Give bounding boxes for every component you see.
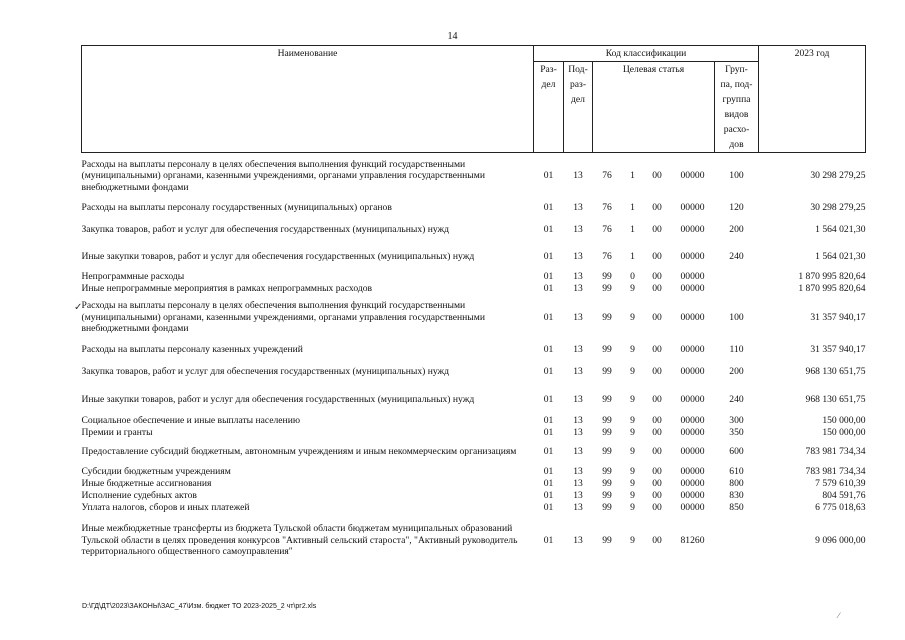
row-expense-group: 100 [729, 311, 744, 323]
row-target-subprogram: 9 [630, 465, 635, 477]
table-row [82, 271, 866, 283]
row-subsection: 13 [573, 201, 583, 213]
row-subsection: 13 [573, 311, 583, 323]
header-target-article: Целевая статья [593, 62, 715, 153]
table-row [82, 283, 866, 295]
row-name: Расходы на выплаты персоналу в целях обеспечения выполнения функций государственными (муниципальными) органами, казенными учреждениями, органами управления государственными внебюджетными фондами [81, 158, 485, 193]
row-target-program: 99 [602, 477, 612, 489]
row-target-event: 00 [652, 446, 662, 458]
row-expense-group: 350 [729, 426, 744, 438]
row-subsection: 13 [573, 343, 583, 355]
row-subsection: 13 [573, 393, 583, 405]
row-subsection: 13 [573, 446, 583, 458]
row-target-subprogram: 9 [630, 414, 635, 426]
row-name: Расходы на выплаты персоналу в целях обеспечения выполнения функций государственными (муниципальными) органами, казенными учреждениями, органами управления государственными внебюджетными фондами [81, 300, 485, 335]
row-section: 01 [543, 365, 554, 377]
row-target-subprogram: 9 [630, 311, 635, 323]
row-amount: 968 130 651,75 [805, 365, 866, 377]
row-target-subprogram: 9 [630, 477, 635, 489]
table-row [82, 199, 866, 217]
row-name: Премии и гранты [81, 426, 153, 438]
row-section: 01 [543, 502, 554, 514]
row-section: 01 [543, 282, 554, 294]
row-name: Иные бюджетные ассигнования [81, 477, 212, 489]
row-subsection: 13 [573, 465, 583, 477]
file-path-footer: D:\ГД\ДТ\2023\ЗАКОНЫ\ЗАС_47\Изм. бюджет ТО 2023-2025_2 чт\рг2.xls [82, 603, 317, 610]
row-name: Расходы на выплаты персоналу казенных учреждений [81, 343, 303, 355]
row-expense-group: 200 [729, 365, 744, 377]
row-target-event: 00 [652, 489, 662, 501]
header-section-line: Раз- [540, 64, 557, 75]
table-row [82, 490, 866, 502]
row-target-direction: 00000 [680, 250, 705, 262]
row-expense-group [715, 515, 759, 567]
row-target-program: 76 [602, 223, 612, 235]
row-expense-group [715, 271, 759, 283]
row-target-direction: 00000 [680, 282, 705, 294]
table-row [82, 341, 866, 359]
budget-rows [82, 153, 866, 567]
row-target-event: 00 [652, 414, 662, 426]
row-subsection: 13 [573, 170, 583, 181]
row-amount: 9 096 000,00 [815, 534, 866, 546]
row-section: 01 [543, 465, 554, 477]
check-mark-icon: ✓ [74, 302, 83, 313]
row-subsection: 13 [573, 365, 583, 377]
row-amount: 1 870 995 820,64 [798, 270, 866, 282]
row-target-program: 76 [602, 170, 612, 181]
row-subsection: 13 [573, 534, 583, 546]
row-target-direction: 00000 [680, 170, 705, 181]
table-row [82, 359, 866, 385]
row-amount: 783 981 734,34 [805, 465, 866, 477]
row-target-program: 99 [602, 534, 612, 546]
row-amount: 31 357 940,17 [810, 311, 866, 323]
row-amount: 968 130 651,75 [805, 393, 866, 405]
row-name: Предоставление субсидий бюджетным, автономным учреждениям и иным некоммерческим организациям [81, 446, 517, 458]
row-target-program: 99 [602, 343, 612, 355]
header-group-line: дов [729, 139, 744, 150]
header-name: Наименование [82, 46, 534, 153]
row-amount: 6 775 018,63 [815, 502, 866, 514]
row-expense-group: 830 [729, 489, 744, 501]
row-target-program: 99 [602, 465, 612, 477]
row-target-program: 99 [602, 489, 612, 501]
row-target-event: 00 [652, 250, 662, 262]
row-target-event: 00 [652, 365, 662, 377]
row-target-program: 99 [602, 414, 612, 426]
page-number: 14 [447, 31, 458, 42]
row-target-direction: 00000 [680, 365, 705, 377]
row-section: 01 [543, 311, 554, 323]
row-name: Иные закупки товаров, работ и услуг для обеспечения государственных (муниципальных) нужд [81, 250, 475, 262]
row-target-direction: 00000 [680, 311, 705, 323]
row-target-event: 00 [652, 201, 662, 213]
row-amount: 804 591,76 [822, 489, 866, 501]
row-target-program: 76 [602, 201, 612, 213]
header-year: 2023 год [759, 46, 866, 153]
row-section: 01 [543, 477, 554, 489]
row-target-direction: 00000 [680, 502, 705, 514]
row-section: 01 [543, 534, 554, 546]
row-target-program: 99 [602, 270, 612, 282]
row-target-direction: 00000 [680, 393, 705, 405]
row-target-event: 00 [652, 343, 662, 355]
row-expense-group: 610 [729, 465, 744, 477]
header-subsection-line: раз- [569, 79, 587, 90]
row-name: Расходы на выплаты персоналу государственных (муниципальных) органов [81, 201, 392, 213]
header-group-line: па, под- [720, 79, 753, 90]
row-section: 01 [543, 170, 554, 181]
row-target-program: 99 [602, 282, 612, 294]
row-target-direction: 00000 [680, 465, 705, 477]
header-section [534, 62, 564, 153]
table-row [82, 153, 866, 199]
row-target-subprogram: 9 [630, 426, 635, 438]
row-section: 01 [543, 489, 554, 501]
row-amount: 150 000,00 [822, 414, 866, 426]
row-amount: 150 000,00 [822, 426, 866, 438]
row-target-subprogram: 1 [630, 201, 635, 213]
row-expense-group: 800 [729, 477, 744, 489]
row-name: Иные закупки товаров, работ и услуг для обеспечения государственных (муниципальных) нужд [81, 393, 475, 405]
row-target-event: 00 [652, 170, 662, 181]
row-target-event: 00 [652, 502, 662, 514]
row-expense-group: 850 [729, 502, 744, 514]
header-group-line: расхо- [723, 124, 750, 135]
row-target-program: 99 [602, 365, 612, 377]
row-target-subprogram: 9 [630, 282, 635, 294]
table-row [82, 427, 866, 439]
row-target-direction: 00000 [680, 477, 705, 489]
row-expense-group: 100 [729, 170, 744, 181]
row-section: 01 [543, 270, 554, 282]
row-subsection: 13 [573, 502, 583, 514]
row-name: Иные непрограммные мероприятия в рамках непрограммных расходов [81, 282, 373, 294]
row-target-event: 00 [652, 477, 662, 489]
row-section: 01 [543, 250, 554, 262]
row-section: 01 [543, 223, 554, 235]
table-row [82, 502, 866, 515]
row-target-direction: 00000 [680, 343, 705, 355]
row-target-event: 00 [652, 282, 662, 294]
row-amount: 31 357 940,17 [810, 343, 866, 355]
row-subsection: 13 [573, 282, 583, 294]
row-target-event: 00 [652, 426, 662, 438]
table-row [82, 439, 866, 466]
row-target-event: 00 [652, 223, 662, 235]
row-target-subprogram: 9 [630, 489, 635, 501]
header-classification: Код классификации [534, 46, 759, 62]
row-section: 01 [543, 343, 554, 355]
header-subsection-line: Под- [568, 64, 588, 75]
row-section: 01 [543, 393, 554, 405]
row-target-direction: 00000 [680, 446, 705, 458]
header-row-top [82, 46, 866, 62]
header-section-line: дел [541, 79, 556, 90]
row-amount: 783 981 734,34 [805, 446, 866, 458]
row-expense-group [715, 283, 759, 295]
row-subsection: 13 [573, 489, 583, 501]
row-target-subprogram: 9 [630, 502, 635, 514]
row-amount: 1 870 995 820,64 [798, 282, 866, 294]
row-amount: 7 579 610,39 [815, 477, 866, 489]
row-target-event: 00 [652, 311, 662, 323]
row-target-subprogram: 9 [630, 365, 635, 377]
row-target-program: 99 [602, 426, 612, 438]
row-expense-group: 240 [729, 250, 744, 262]
header-group-line: видов [724, 109, 749, 120]
header-subsection-line: дел [571, 94, 585, 105]
row-section: 01 [543, 426, 554, 438]
row-subsection: 13 [573, 250, 583, 262]
pen-mark-icon: ⁄ [838, 611, 840, 620]
header-group-line: Груп- [725, 64, 748, 75]
row-target-subprogram: 9 [630, 343, 635, 355]
row-target-subprogram: 9 [630, 534, 635, 546]
row-target-subprogram: 1 [630, 170, 635, 181]
row-target-program: 99 [602, 393, 612, 405]
row-target-direction: 00000 [680, 270, 705, 282]
row-target-subprogram: 0 [630, 270, 635, 282]
table-row [82, 295, 866, 341]
row-amount: 1 564 021,30 [815, 223, 866, 235]
row-expense-group: 240 [729, 393, 744, 405]
row-name: Субсидии бюджетным учреждениям [81, 465, 231, 477]
row-name: Исполнение судебных актов [81, 489, 197, 501]
row-name: Непрограммные расходы [81, 270, 185, 282]
row-expense-group: 600 [729, 446, 744, 458]
row-section: 01 [543, 414, 554, 426]
row-subsection: 13 [573, 223, 583, 235]
table-row [82, 415, 866, 427]
row-amount: 30 298 279,25 [810, 170, 866, 181]
row-target-program: 99 [602, 311, 612, 323]
row-name: Социальное обеспечение и иные выплаты населению [81, 414, 300, 426]
row-target-event: 00 [652, 534, 662, 546]
table-row [82, 466, 866, 478]
row-target-direction: 00000 [680, 414, 705, 426]
row-subsection: 13 [573, 426, 583, 438]
table-row [82, 478, 866, 490]
row-expense-group: 200 [729, 223, 744, 235]
budget-table [81, 45, 866, 567]
row-name: Закупка товаров, работ и услуг для обеспечения государственных (муниципальных) нужд [81, 223, 450, 235]
row-target-direction: 00000 [680, 426, 705, 438]
row-subsection: 13 [573, 414, 583, 426]
row-target-subprogram: 1 [630, 223, 635, 235]
table-row [82, 217, 866, 243]
row-target-direction: 00000 [680, 223, 705, 235]
row-expense-group: 120 [729, 201, 744, 213]
row-target-program: 76 [602, 250, 612, 262]
row-name: Уплата налогов, сборов и иных платежей [81, 502, 250, 514]
row-target-subprogram: 1 [630, 250, 635, 262]
row-name: Закупка товаров, работ и услуг для обеспечения государственных (муниципальных) нужд [81, 365, 450, 377]
row-target-program: 99 [602, 502, 612, 514]
row-subsection: 13 [573, 477, 583, 489]
row-name: Иные межбюджетные трансферты из бюджета Тульской области бюджетам муниципальных образований Тульской области в целях проведения конкурсов "Активный сельский староста", "Активный руководитель территориального общественного самоуправления" [81, 523, 518, 558]
row-subsection: 13 [573, 270, 583, 282]
row-target-direction: 00000 [680, 201, 705, 213]
row-amount: 1 564 021,30 [815, 250, 866, 262]
header-group-line: группа [722, 94, 751, 105]
header-subsection [564, 62, 593, 153]
table-row [82, 243, 866, 271]
row-target-program: 99 [602, 446, 612, 458]
row-target-event: 00 [652, 465, 662, 477]
row-target-event: 00 [652, 393, 662, 405]
row-target-subprogram: 9 [630, 393, 635, 405]
row-target-subprogram: 9 [630, 446, 635, 458]
table-row [82, 385, 866, 415]
row-section: 01 [543, 446, 554, 458]
row-amount: 30 298 279,25 [810, 201, 866, 213]
row-target-direction: 81260 [680, 534, 705, 546]
row-target-direction: 00000 [680, 489, 705, 501]
header-group [715, 62, 759, 153]
row-target-event: 00 [652, 270, 662, 282]
row-expense-group: 110 [729, 343, 744, 355]
row-section: 01 [543, 201, 554, 213]
table-row [82, 515, 866, 567]
row-expense-group: 300 [729, 414, 744, 426]
